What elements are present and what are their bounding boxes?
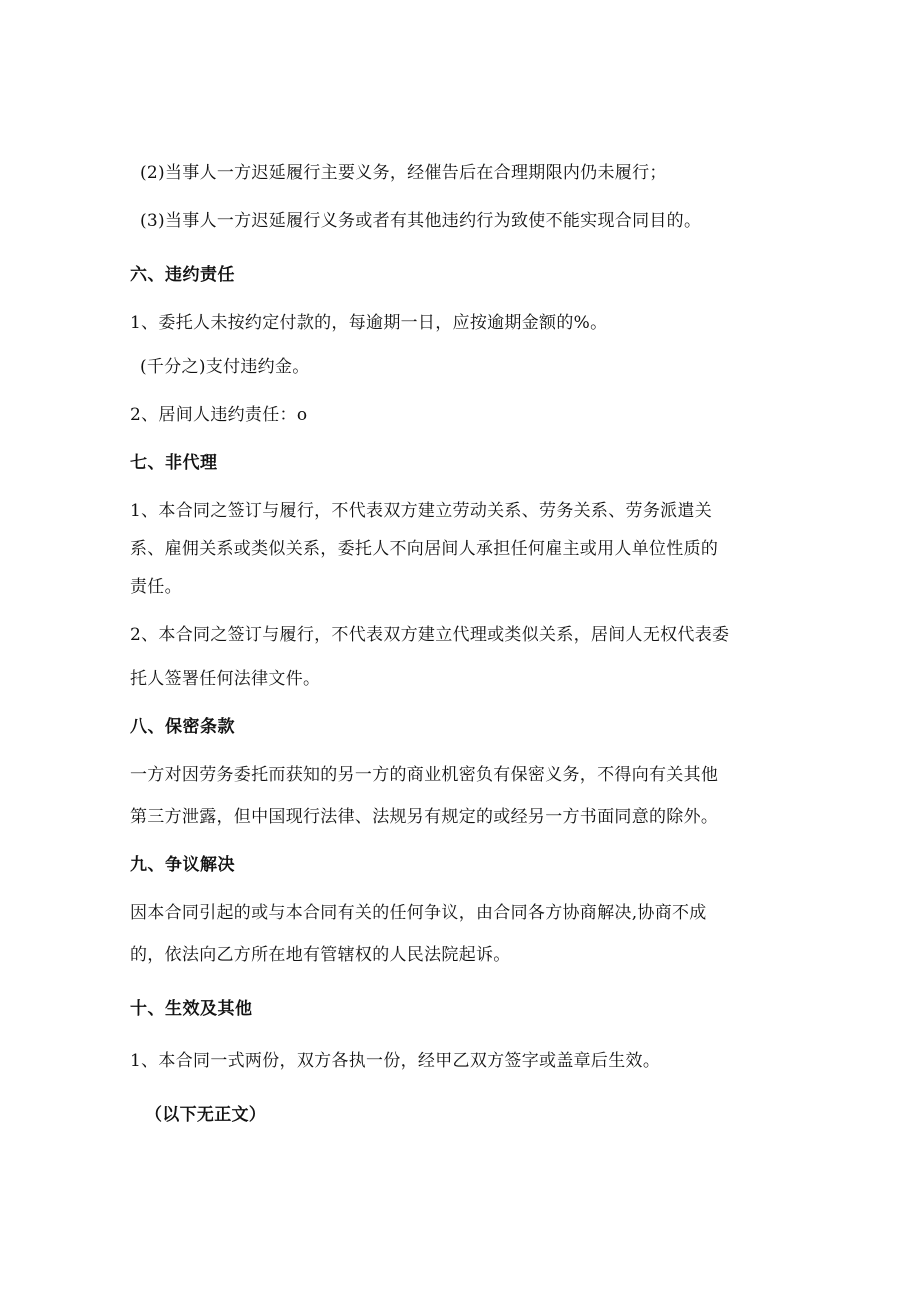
clause-line: 1、委托人未按约定付款的，每逾期一日，应按逾期金额的%。: [130, 313, 608, 333]
section-heading: 八、保密条款: [130, 717, 235, 737]
clause-line: 托人签署任何法律文件。: [130, 669, 321, 689]
section-heading: 六、违约责任: [130, 265, 235, 285]
clause-line: 1、本合同之签订与履行，不代表双方建立劳动关系、劳务关系、劳务派遣关: [130, 501, 713, 521]
clause-line: 2、本合同之签订与履行，不代表双方建立代理或类似关系，居间人无权代表委: [130, 625, 730, 645]
closing-note: （以下无正文）: [145, 1105, 267, 1125]
clause-line: 1、本合同一式两份，双方各执一份，经甲乙双方签字或盖章后生效。: [130, 1051, 661, 1071]
section-heading: 七、非代理: [130, 453, 218, 473]
clause-line: 责任。: [130, 577, 182, 597]
section-heading: 十、生效及其他: [130, 999, 253, 1019]
clause-line: (千分之)支付违约金。: [140, 357, 310, 377]
clause-line: 2、居间人违约责任：o: [130, 405, 308, 425]
clause-line: (3)当事人一方迟延履行义务或者有其他违约行为致使不能实现合同目的。: [140, 211, 702, 231]
clause-line: 一方对因劳务委托而获知的另一方的商业机密负有保密义务，不得向有关其他: [130, 765, 719, 785]
clause-line: (2)当事人一方迟延履行主要义务，经催告后在合理期限内仍未履行；: [140, 163, 667, 183]
clause-line: 因本合同引起的或与本合同有关的任何争议，由合同各方协商解决,协商不成: [130, 903, 707, 923]
clause-line: 的，依法向乙方所在地有管辖权的人民法院起诉。: [130, 945, 511, 965]
section-heading: 九、争议解决: [130, 855, 235, 875]
clause-line: 系、雇佣关系或类似关系，委托人不向居间人承担任何雇主或用人单位性质的: [130, 539, 719, 559]
clause-line: 第三方泄露，但中国现行法律、法规另有规定的或经另一方书面同意的除外。: [130, 807, 719, 827]
